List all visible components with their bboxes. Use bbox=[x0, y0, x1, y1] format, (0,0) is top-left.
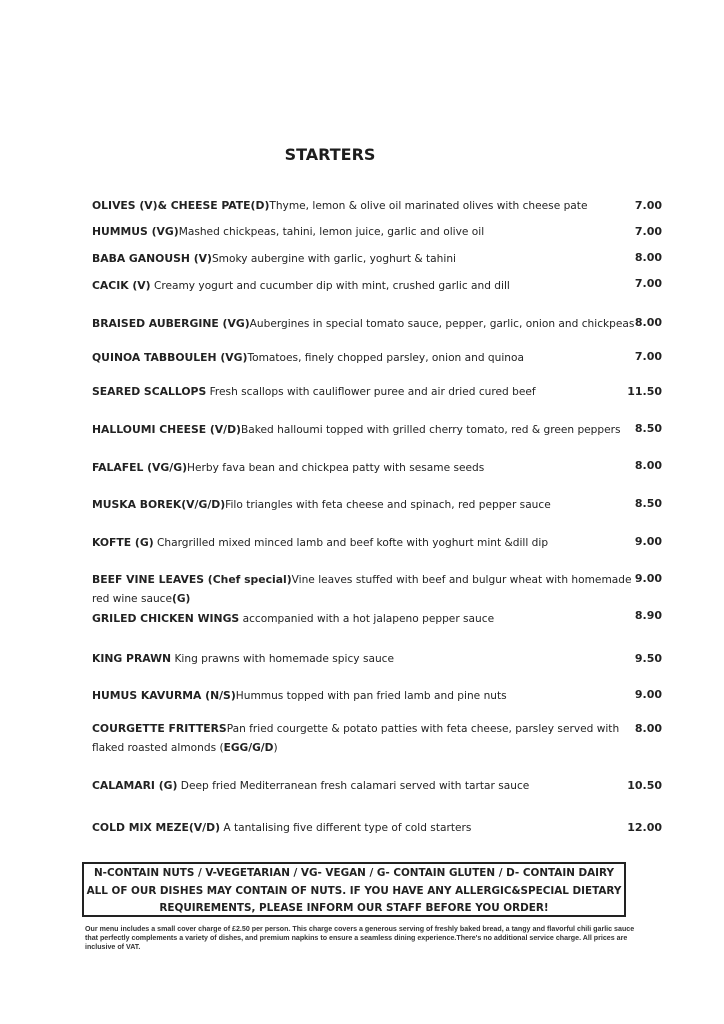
item-name: QUINOA TABBOULEH (VG) bbox=[92, 351, 248, 364]
item-name: BABA GANOUSH (V) bbox=[92, 252, 212, 265]
item-name: GRILED CHICKEN WINGS bbox=[92, 612, 240, 625]
allergen-legend-box bbox=[82, 862, 626, 917]
menu-item bbox=[92, 420, 622, 440]
item-price: 8.50 bbox=[634, 422, 662, 435]
item-name: SEARED SCALLOPS bbox=[92, 385, 207, 398]
menu-item bbox=[92, 382, 622, 402]
item-name: BEEF VINE LEAVES (Chef special) bbox=[92, 573, 292, 586]
item-description: Deep fried Mediterranean fresh calamari served with tartar sauce bbox=[177, 780, 530, 792]
allergen-suffix: (G) bbox=[172, 593, 191, 605]
menu-item bbox=[92, 818, 622, 838]
menu-item bbox=[92, 686, 622, 706]
menu-item bbox=[92, 276, 622, 296]
menu-item bbox=[92, 533, 622, 553]
item-price: 9.00 bbox=[634, 572, 662, 585]
item-price: 8.00 bbox=[634, 459, 662, 472]
item-name: BRAISED AUBERGINE (VG) bbox=[92, 317, 250, 330]
item-description: Tomatoes, finely chopped parsley, onion and quinoa bbox=[247, 352, 524, 364]
legend-line: N-CONTAIN NUTS / V-VEGETARIAN / VG- VEGAN / G- CONTAIN GLUTEN / D- CONTAIN DAIRY bbox=[93, 867, 615, 879]
item-name: CACIK (V) bbox=[92, 279, 151, 292]
cover-charge-note: Our menu includes a small cover charge of £2.50 per person. This charge covers a generous serving of freshly baked bread, a tangy and flavorful chili garlic sauce that perfectly complements a variety of dishes, and premium napkins to ensure a seamless dining experience.There's no additional service charge. All prices are inclusive of VAT. bbox=[85, 925, 635, 951]
item-description: Baked halloumi topped with grilled cherry tomato, red & green peppers bbox=[240, 424, 621, 436]
menu-item bbox=[92, 348, 622, 368]
item-description: Creamy yogurt and cucumber dip with mint, crushed garlic and dill bbox=[150, 280, 510, 292]
item-name: KOFTE (G) bbox=[92, 536, 154, 549]
item-description: Mashed chickpeas, tahini, lemon juice, garlic and olive oil bbox=[178, 226, 485, 238]
item-price: 9.00 bbox=[634, 535, 662, 548]
item-name: COLD MIX MEZE(V/D) bbox=[92, 821, 221, 834]
menu-item bbox=[92, 649, 622, 669]
item-description: Vine leaves stuffed with beef and bulgur wheat with homemade bbox=[291, 574, 632, 586]
item-name: COURGETTE FRITTERS bbox=[92, 722, 227, 735]
item-description: A tantalising five different type of cold starters bbox=[220, 822, 472, 834]
menu-item bbox=[92, 458, 622, 478]
item-price: 8.00 bbox=[634, 722, 662, 735]
item-description-continued: red wine sauce bbox=[92, 593, 173, 605]
menu-item bbox=[92, 249, 622, 269]
section-title: STARTERS bbox=[284, 145, 376, 164]
item-price: 8.00 bbox=[634, 251, 662, 264]
item-description-continued: flaked roasted almonds ( bbox=[92, 742, 224, 754]
item-description: Herby fava bean and chickpea patty with sesame seeds bbox=[187, 462, 485, 474]
item-name: MUSKA BOREK(V/G/D) bbox=[92, 498, 226, 511]
menu-item bbox=[92, 609, 622, 629]
menu-item bbox=[92, 196, 622, 216]
menu-item bbox=[92, 570, 632, 609]
item-name: FALAFEL (VG/G) bbox=[92, 461, 188, 474]
item-description: Thyme, lemon & olive oil marinated olives with cheese pate bbox=[269, 200, 588, 212]
legend-line: REQUIREMENTS, PLEASE INFORM OUR STAFF BEFORE YOU ORDER! bbox=[159, 902, 549, 914]
item-description-end: ) bbox=[273, 742, 278, 754]
legend-line: ALL OF OUR DISHES MAY CONTAIN OF NUTS. IF YOU HAVE ANY ALLERGIC&SPECIAL DIETARY bbox=[86, 884, 622, 897]
item-price: 10.50 bbox=[627, 779, 662, 792]
menu-item bbox=[92, 314, 635, 334]
item-description: Chargrilled mixed minced lamb and beef kofte with yoghurt mint &dill dip bbox=[153, 537, 549, 549]
item-description: Filo triangles with feta cheese and spinach, red pepper sauce bbox=[225, 499, 551, 511]
item-name: KING PRAWN bbox=[92, 652, 172, 665]
item-name: HALLOUMI CHEESE (V/D) bbox=[92, 423, 241, 436]
item-price: 8.50 bbox=[634, 497, 662, 510]
item-description: Hummus topped with pan fried lamb and pine nuts bbox=[235, 690, 507, 702]
item-name: CALAMARI (G) bbox=[92, 779, 178, 792]
item-price: 7.00 bbox=[634, 350, 662, 363]
menu-item bbox=[92, 719, 622, 758]
item-price: 7.00 bbox=[634, 225, 662, 238]
item-price: 8.00 bbox=[634, 316, 662, 329]
item-price: 7.00 bbox=[634, 277, 662, 290]
allergen-suffix: EGG/G/D bbox=[223, 742, 274, 754]
item-description: King prawns with homemade spicy sauce bbox=[171, 653, 395, 665]
item-name: HUMMUS (VG) bbox=[92, 225, 179, 238]
item-description: Fresh scallops with cauliflower puree and air dried cured beef bbox=[206, 386, 536, 398]
item-price: 12.00 bbox=[627, 821, 662, 834]
item-description: Smoky aubergine with garlic, yoghurt & tahini bbox=[211, 253, 456, 265]
item-price: 9.00 bbox=[634, 688, 662, 701]
item-description: accompanied with a hot jalapeno pepper sauce bbox=[239, 613, 495, 625]
item-price: 7.00 bbox=[634, 199, 662, 212]
menu-item bbox=[92, 495, 622, 515]
item-description: Pan fried courgette & potato patties with feta cheese, parsley served with bbox=[226, 723, 620, 735]
item-name: HUMUS KAVURMA (N/S) bbox=[92, 689, 236, 702]
item-description: Aubergines in special tomato sauce, pepper, garlic, onion and chickpeas bbox=[249, 318, 635, 330]
menu-item bbox=[92, 222, 622, 242]
item-price: 8.90 bbox=[634, 609, 662, 622]
item-name: OLIVES (V)& CHEESE PATE(D) bbox=[92, 199, 270, 212]
item-price: 11.50 bbox=[627, 385, 662, 398]
item-price: 9.50 bbox=[634, 652, 662, 665]
menu-item bbox=[92, 776, 622, 796]
